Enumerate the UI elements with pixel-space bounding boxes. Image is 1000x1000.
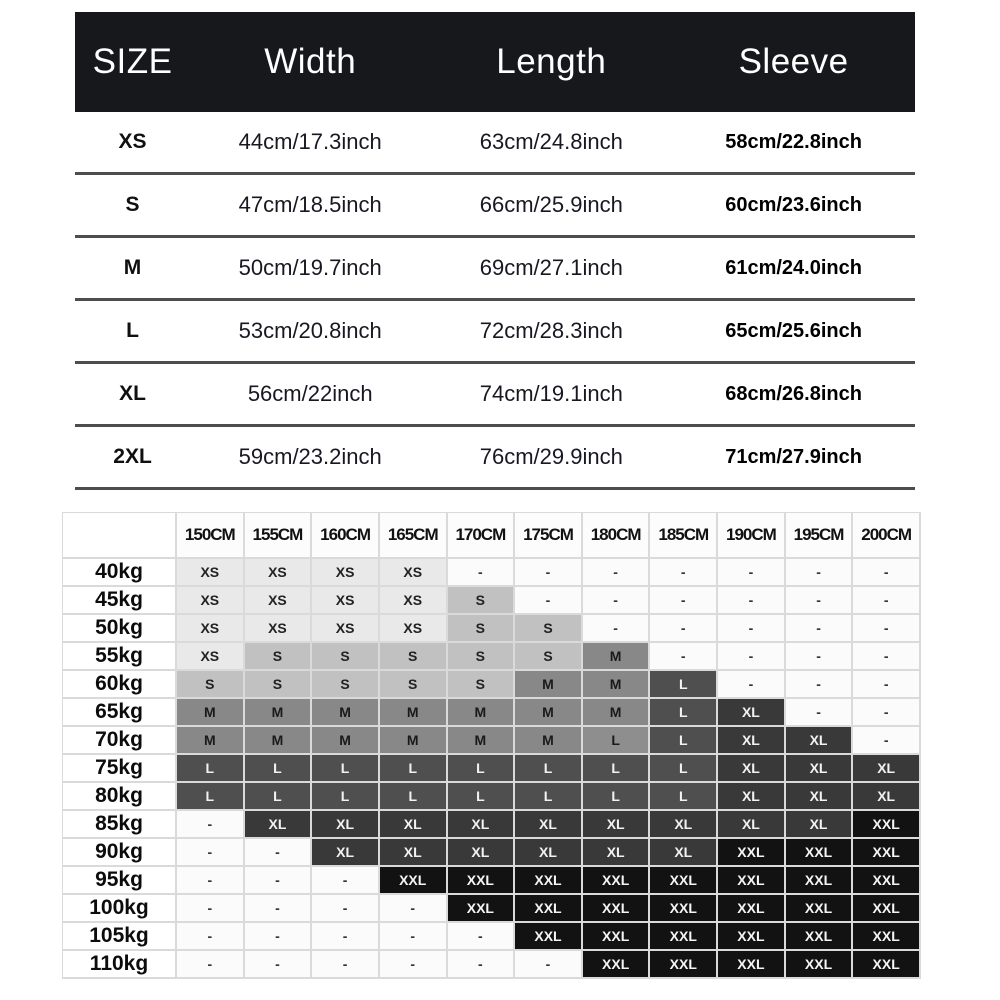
matrix-size-cell: M: [177, 699, 245, 727]
matrix-size-cell: -: [853, 615, 921, 643]
matrix-size-cell: XS: [312, 559, 380, 587]
matrix-size-cell: XL: [853, 783, 921, 811]
matrix-weight-label: 110kg: [63, 951, 177, 979]
matrix-size-cell: S: [448, 615, 516, 643]
matrix-size-cell: XXL: [718, 951, 786, 979]
matrix-height-header: 160CM: [312, 513, 380, 559]
matrix-size-cell: -: [177, 839, 245, 867]
size-table-row: [75, 301, 915, 364]
matrix-size-cell: L: [177, 783, 245, 811]
matrix-height-header: 200CM: [853, 513, 921, 559]
matrix-weight-label: 75kg: [63, 755, 177, 783]
size-table-row: [75, 175, 915, 238]
width-value: 50cm/19.7inch: [238, 255, 382, 280]
matrix-size-cell: XXL: [380, 867, 448, 895]
matrix-size-cell: XXL: [583, 951, 651, 979]
matrix-size-cell: XL: [448, 839, 516, 867]
matrix-size-cell: L: [583, 727, 651, 755]
matrix-size-cell: -: [312, 867, 380, 895]
matrix-weight-label: 105kg: [63, 923, 177, 951]
matrix-size-cell: M: [448, 727, 516, 755]
matrix-size-cell: -: [380, 951, 448, 979]
matrix-size-cell: -: [718, 615, 786, 643]
matrix-size-cell: -: [853, 643, 921, 671]
size-table-header-row: [75, 12, 915, 112]
matrix-size-cell: XXL: [718, 839, 786, 867]
matrix-size-cell: L: [448, 755, 516, 783]
matrix-size-cell: -: [245, 951, 313, 979]
sleeve-col-header: Sleeve: [738, 42, 849, 81]
matrix-size-cell: S: [312, 643, 380, 671]
matrix-size-cell: XXL: [583, 923, 651, 951]
size-value: L: [126, 319, 139, 342]
matrix-size-cell: L: [650, 783, 718, 811]
matrix-size-cell: XL: [312, 839, 380, 867]
matrix-size-cell: L: [650, 755, 718, 783]
matrix-size-cell: XL: [650, 811, 718, 839]
matrix-size-cell: XS: [245, 559, 313, 587]
matrix-size-cell: XXL: [718, 895, 786, 923]
matrix-size-cell: XXL: [718, 923, 786, 951]
matrix-size-cell: XS: [380, 587, 448, 615]
matrix-size-cell: XXL: [515, 923, 583, 951]
size-value: S: [125, 193, 140, 216]
matrix-size-cell: -: [853, 727, 921, 755]
matrix-height-header: 170CM: [448, 513, 516, 559]
matrix-size-cell: M: [177, 727, 245, 755]
matrix-size-cell: L: [515, 783, 583, 811]
garment-measurements-table: [75, 12, 915, 490]
matrix-size-cell: S: [177, 671, 245, 699]
matrix-size-cell: -: [380, 923, 448, 951]
matrix-size-cell: -: [245, 867, 313, 895]
matrix-height-header: 195CM: [786, 513, 854, 559]
matrix-size-cell: XXL: [786, 951, 854, 979]
matrix-size-cell: XXL: [786, 895, 854, 923]
matrix-size-cell: XS: [245, 587, 313, 615]
length-value: 74cm/19.1inch: [479, 381, 623, 406]
matrix-height-header: 180CM: [583, 513, 651, 559]
matrix-size-cell: XXL: [650, 895, 718, 923]
matrix-size-cell: L: [583, 755, 651, 783]
size-col-header: SIZE: [92, 42, 173, 81]
matrix-size-cell: XL: [718, 811, 786, 839]
matrix-size-cell: XL: [515, 811, 583, 839]
matrix-size-cell: M: [515, 699, 583, 727]
matrix-size-cell: XS: [380, 559, 448, 587]
matrix-size-cell: XL: [718, 699, 786, 727]
matrix-size-cell: -: [245, 923, 313, 951]
matrix-size-cell: XXL: [853, 867, 921, 895]
size-table-row: [75, 427, 915, 490]
matrix-size-cell: S: [448, 587, 516, 615]
matrix-size-cell: -: [650, 615, 718, 643]
matrix-size-cell: -: [650, 587, 718, 615]
matrix-size-cell: L: [177, 755, 245, 783]
matrix-size-cell: -: [718, 643, 786, 671]
length-value: 76cm/29.9inch: [479, 444, 623, 469]
matrix-size-cell: -: [786, 559, 854, 587]
matrix-size-cell: -: [718, 671, 786, 699]
matrix-height-header: 155CM: [245, 513, 313, 559]
matrix-weight-label: 50kg: [63, 615, 177, 643]
matrix-size-cell: -: [853, 587, 921, 615]
width-value: 44cm/17.3inch: [238, 129, 382, 154]
matrix-weight-label: 80kg: [63, 783, 177, 811]
sleeve-value: 68cm/26.8inch: [725, 382, 862, 405]
matrix-size-cell: S: [448, 671, 516, 699]
length-value: 66cm/25.9inch: [479, 192, 623, 217]
matrix-size-cell: -: [718, 559, 786, 587]
matrix-size-cell: M: [583, 699, 651, 727]
matrix-size-cell: XL: [448, 811, 516, 839]
matrix-size-cell: XXL: [650, 867, 718, 895]
matrix-size-cell: -: [312, 923, 380, 951]
matrix-size-cell: XXL: [448, 867, 516, 895]
size-value: XS: [118, 130, 147, 153]
width-value: 53cm/20.8inch: [238, 318, 382, 343]
matrix-size-cell: XXL: [786, 867, 854, 895]
width-value: 59cm/23.2inch: [238, 444, 382, 469]
matrix-size-cell: M: [245, 699, 313, 727]
matrix-size-cell: -: [312, 895, 380, 923]
matrix-size-cell: L: [380, 755, 448, 783]
length-value: 63cm/24.8inch: [479, 129, 623, 154]
matrix-weight-label: 100kg: [63, 895, 177, 923]
matrix-size-cell: -: [583, 559, 651, 587]
size-table-row: [75, 112, 915, 175]
matrix-size-cell: -: [448, 923, 516, 951]
size-value: XL: [119, 382, 146, 405]
matrix-size-cell: M: [312, 699, 380, 727]
matrix-size-cell: -: [718, 587, 786, 615]
matrix-size-cell: -: [786, 615, 854, 643]
matrix-weight-label: 45kg: [63, 587, 177, 615]
matrix-size-cell: -: [786, 671, 854, 699]
length-value: 69cm/27.1inch: [479, 255, 623, 280]
matrix-size-cell: M: [583, 643, 651, 671]
matrix-size-cell: L: [312, 755, 380, 783]
matrix-size-cell: XL: [380, 839, 448, 867]
matrix-size-cell: XS: [312, 587, 380, 615]
matrix-size-cell: XS: [177, 615, 245, 643]
matrix-size-cell: XXL: [718, 867, 786, 895]
matrix-size-cell: L: [650, 727, 718, 755]
matrix-height-header: 190CM: [718, 513, 786, 559]
matrix-size-cell: -: [177, 867, 245, 895]
matrix-size-cell: -: [245, 895, 313, 923]
matrix-size-cell: XXL: [853, 839, 921, 867]
matrix-size-cell: XXL: [583, 867, 651, 895]
matrix-size-cell: S: [380, 643, 448, 671]
matrix-size-cell: M: [583, 671, 651, 699]
matrix-size-cell: XS: [312, 615, 380, 643]
matrix-size-cell: XL: [583, 811, 651, 839]
matrix-size-cell: -: [515, 951, 583, 979]
matrix-size-cell: L: [650, 671, 718, 699]
matrix-size-cell: XL: [650, 839, 718, 867]
matrix-size-cell: -: [177, 895, 245, 923]
matrix-size-cell: XL: [718, 783, 786, 811]
matrix-weight-label: 55kg: [63, 643, 177, 671]
matrix-size-cell: S: [312, 671, 380, 699]
matrix-size-cell: -: [380, 895, 448, 923]
matrix-size-cell: S: [245, 643, 313, 671]
size-value: 2XL: [113, 445, 152, 468]
size-value: M: [123, 256, 142, 279]
matrix-size-cell: XL: [312, 811, 380, 839]
matrix-size-cell: XS: [177, 559, 245, 587]
matrix-size-cell: -: [786, 587, 854, 615]
matrix-size-cell: L: [380, 783, 448, 811]
matrix-size-cell: S: [448, 643, 516, 671]
matrix-size-cell: XXL: [515, 867, 583, 895]
width-value: 56cm/22inch: [247, 381, 373, 406]
matrix-size-cell: -: [448, 951, 516, 979]
matrix-weight-label: 85kg: [63, 811, 177, 839]
matrix-size-cell: L: [245, 783, 313, 811]
matrix-size-cell: L: [448, 783, 516, 811]
matrix-size-cell: -: [583, 587, 651, 615]
matrix-size-cell: XL: [515, 839, 583, 867]
matrix-size-cell: XXL: [650, 923, 718, 951]
matrix-size-cell: -: [177, 923, 245, 951]
matrix-size-cell: M: [448, 699, 516, 727]
matrix-size-cell: -: [177, 951, 245, 979]
matrix-size-cell: -: [312, 951, 380, 979]
matrix-weight-label: 40kg: [63, 559, 177, 587]
matrix-size-cell: XXL: [853, 895, 921, 923]
matrix-size-cell: -: [583, 615, 651, 643]
matrix-weight-label: 65kg: [63, 699, 177, 727]
matrix-size-cell: XL: [786, 755, 854, 783]
matrix-size-cell: -: [853, 699, 921, 727]
matrix-size-cell: M: [380, 699, 448, 727]
matrix-size-cell: XL: [718, 727, 786, 755]
matrix-size-cell: S: [515, 615, 583, 643]
matrix-weight-label: 90kg: [63, 839, 177, 867]
length-value: 72cm/28.3inch: [479, 318, 623, 343]
matrix-size-cell: -: [786, 699, 854, 727]
matrix-size-cell: M: [515, 727, 583, 755]
matrix-corner-cell: [63, 513, 177, 559]
matrix-size-cell: XL: [380, 811, 448, 839]
matrix-size-cell: -: [448, 559, 516, 587]
matrix-size-cell: L: [245, 755, 313, 783]
matrix-height-header: 175CM: [515, 513, 583, 559]
matrix-size-cell: L: [312, 783, 380, 811]
sleeve-value: 61cm/24.0inch: [725, 256, 862, 279]
matrix-size-cell: M: [515, 671, 583, 699]
matrix-size-cell: XXL: [583, 895, 651, 923]
matrix-size-cell: -: [245, 839, 313, 867]
matrix-size-cell: M: [312, 727, 380, 755]
matrix-weight-label: 60kg: [63, 671, 177, 699]
matrix-size-cell: -: [786, 643, 854, 671]
matrix-size-cell: XL: [245, 811, 313, 839]
matrix-size-cell: XL: [786, 783, 854, 811]
matrix-size-cell: XL: [786, 811, 854, 839]
matrix-size-cell: M: [245, 727, 313, 755]
matrix-size-cell: -: [515, 587, 583, 615]
matrix-size-cell: XXL: [853, 811, 921, 839]
matrix-size-cell: M: [380, 727, 448, 755]
width-value: 47cm/18.5inch: [238, 192, 382, 217]
matrix-size-cell: XL: [853, 755, 921, 783]
sleeve-value: 60cm/23.6inch: [725, 193, 862, 216]
matrix-size-cell: -: [853, 559, 921, 587]
matrix-size-cell: -: [650, 559, 718, 587]
matrix-size-cell: XXL: [853, 951, 921, 979]
matrix-size-cell: L: [650, 699, 718, 727]
matrix-size-cell: S: [380, 671, 448, 699]
matrix-size-cell: -: [650, 643, 718, 671]
matrix-size-cell: XS: [245, 615, 313, 643]
matrix-size-cell: -: [853, 671, 921, 699]
matrix-size-cell: XXL: [448, 895, 516, 923]
matrix-weight-label: 95kg: [63, 867, 177, 895]
size-table-row: [75, 364, 915, 427]
matrix-size-cell: -: [515, 559, 583, 587]
matrix-size-cell: XXL: [515, 895, 583, 923]
matrix-size-cell: L: [515, 755, 583, 783]
matrix-size-cell: L: [583, 783, 651, 811]
matrix-size-cell: XXL: [786, 923, 854, 951]
matrix-size-cell: XXL: [650, 951, 718, 979]
sleeve-value: 65cm/25.6inch: [725, 319, 862, 342]
length-col-header: Length: [496, 42, 607, 81]
matrix-size-cell: XS: [177, 587, 245, 615]
matrix-height-header: 165CM: [380, 513, 448, 559]
matrix-height-header: 150CM: [177, 513, 245, 559]
matrix-size-cell: XS: [380, 615, 448, 643]
sleeve-value: 71cm/27.9inch: [725, 445, 862, 468]
matrix-size-cell: XXL: [786, 839, 854, 867]
matrix-size-cell: XS: [177, 643, 245, 671]
size-table-body: [75, 112, 915, 490]
matrix-size-cell: XXL: [853, 923, 921, 951]
matrix-size-cell: XL: [583, 839, 651, 867]
matrix-weight-label: 70kg: [63, 727, 177, 755]
matrix-size-cell: S: [245, 671, 313, 699]
matrix-size-cell: XL: [718, 755, 786, 783]
matrix-size-cell: S: [515, 643, 583, 671]
matrix-size-cell: -: [177, 811, 245, 839]
matrix-size-cell: XL: [786, 727, 854, 755]
width-col-header: Width: [264, 42, 357, 81]
height-weight-size-matrix: [62, 512, 921, 979]
sleeve-value: 58cm/22.8inch: [725, 130, 862, 153]
size-table-row: [75, 238, 915, 301]
matrix-height-header: 185CM: [650, 513, 718, 559]
